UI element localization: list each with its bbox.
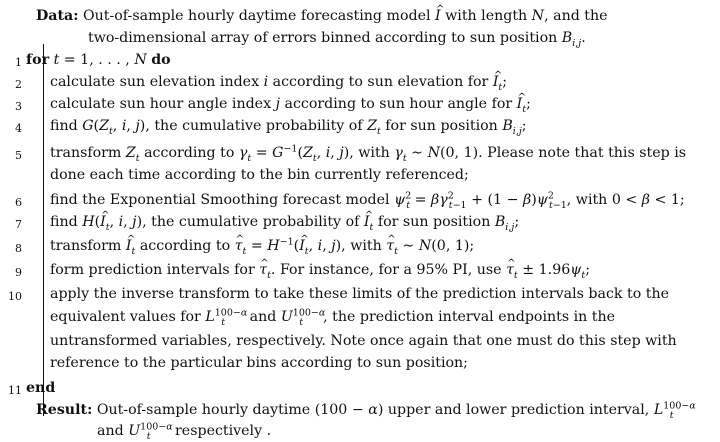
line-number: 8 — [15, 242, 22, 255]
data-line-1: Data: Out-of-sample hourly daytime forecasting model I ^ with length N, and the — [36, 5, 608, 27]
line-number: 6 — [15, 196, 22, 209]
end-line — [26, 377, 55, 399]
do-keyword: do — [151, 52, 171, 68]
line-number: 5 — [15, 149, 22, 162]
step-10a: apply the inverse transform to take these limits of the prediction intervals back to the — [50, 286, 670, 302]
step-10b: equivalent values for $L^{100-\alpha}_t$ and $U^{100-\alpha}_t$ , the prediction interval endpoints in the — [50, 307, 616, 328]
for-line: for t = 1, . . . , N do — [26, 52, 171, 68]
loop-bar — [43, 44, 44, 416]
step-6: find the Exponential Smoothing forecast model $\psi^2_t = \beta\gamma^2_{t-1} + (1 - \beta)\psi^2_{t-1}$, with 0 < β < 1; — [50, 190, 685, 211]
result-line-2: and $U^{100-\alpha}_t$ respectively . — [97, 421, 272, 442]
data-line-2: two-dimensional array of errors binned according to sun position $B_{i,j}$. — [88, 30, 586, 49]
line-number: 3 — [15, 100, 22, 113]
step-7: find H(I $\^{}_t$, i, j), the cumulative probability of I $\^{}_t$ for sun position $B_{i,j}$; — [50, 211, 519, 233]
line-number: 2 — [15, 78, 22, 91]
for-keyword: for — [26, 52, 50, 68]
step-9: form prediction intervals for τ $\^{}_t$. For instance, for a 95% PI, use τ $\^{}_t \pm 1.96\psi_t$; — [50, 259, 590, 281]
step-4: find $G(Z_t$, i, j), the cumulative probability of $Z_t$ for sun position $B_{i,j}$; — [50, 118, 527, 137]
step-5a: transform $Z_t$ according to $\gamma_t = G^{-1}(Z_t$, i, j), with $\gamma_t$ ∼ N(0, 1). Please note that this step is — [50, 143, 687, 164]
line-number: 4 — [15, 122, 22, 135]
data-label: Data: — [36, 8, 79, 24]
step-2: calculate sun elevation index i according to sun elevation for I $\^{}_t$; — [50, 71, 507, 93]
line-number: 9 — [15, 266, 22, 279]
line-number: 7 — [15, 218, 22, 231]
step-10c: untransformed variables, respectively. Note once again that one must do this step with — [50, 333, 677, 349]
step-3: calculate sun hour angle index j according to sun hour angle for I $\^{}_t$; — [50, 93, 531, 115]
step-10d: reference to the particular bins according to sun position; — [50, 355, 468, 371]
end-keyword: end — [26, 380, 56, 396]
step-8: transform I $\^{}_t$ according to τ $\^{}_t = H^{-1}(I$ $\^{}_t$, i, j), with τ $\^{}_t$ ∼ N(0, 1); — [50, 235, 474, 257]
result-label: Result: — [36, 402, 93, 418]
line-number: 11 — [8, 384, 22, 397]
line-number: 1 — [15, 56, 22, 69]
result-line-1: Result: Out-of-sample hourly daytime (100 − α) upper and lower prediction interval, $L^{100-\alpha}_t$ — [36, 400, 696, 421]
line-number: 10 — [8, 290, 22, 303]
step-5b: done each time according to the bin currently referenced; — [50, 167, 469, 183]
